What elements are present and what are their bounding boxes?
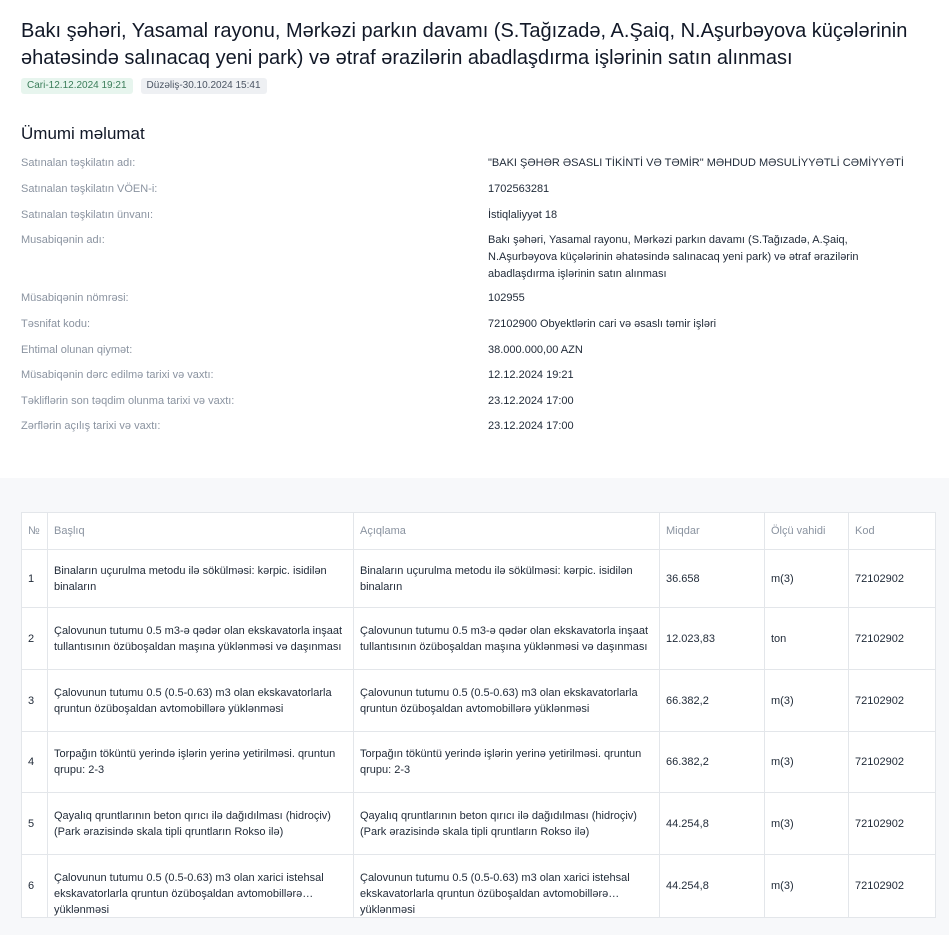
section-title-general: Ümumi məlumat [21, 124, 145, 143]
col-header-title[interactable]: Başlıq [48, 513, 354, 550]
info-row-address [21, 207, 931, 232]
info-label: Müsabiqənin nömrəsi: [21, 292, 129, 304]
info-row-organization [21, 155, 931, 181]
cell-number: 1 [22, 550, 48, 608]
cell-number: 4 [22, 732, 48, 793]
table-row[interactable] [22, 732, 936, 793]
info-row-publish-date [21, 367, 931, 393]
cell-quantity: 44.254,8 [660, 793, 765, 855]
table-row[interactable] [22, 670, 936, 732]
cell-quantity: 66.382,2 [660, 670, 765, 732]
cell-description-text: Çalovunun tutumu 0.5 (0.5-0.63) m3 olan ekskavatorlarla qruntun özüboşaldan avtomobillərə yüklənməsi [360, 686, 638, 715]
cell-code: 72102902 [849, 793, 936, 855]
cell-description [354, 732, 660, 793]
cell-title [48, 550, 354, 608]
cell-title [48, 732, 354, 793]
col-header-quantity[interactable]: Miqdar [660, 513, 765, 550]
cell-unit: m(3) [765, 550, 849, 608]
info-value: 102955 [488, 292, 525, 304]
current-date-badge: Cari-12.12.2024 19:21 [21, 78, 133, 94]
cell-quantity: 66.382,2 [660, 732, 765, 793]
table-row[interactable] [22, 608, 936, 670]
table-row[interactable] [22, 793, 936, 855]
cell-code: 72102902 [849, 608, 936, 670]
info-label: Təkliflərin son təqdim olunma tarixi və vaxtı: [21, 395, 235, 407]
info-row-classification [21, 316, 931, 342]
table-header-row [22, 513, 936, 550]
cell-title-text: Çalovunun tutumu 0.5 (0.5-0.63) m3 olan ekskavatorlarla qruntun özüboşaldan avtomobillərə yüklənməsi [54, 686, 332, 715]
cell-number: 6 [22, 855, 48, 918]
cell-description [354, 550, 660, 608]
cell-title-text: Binaların uçurulma metodu ilə sökülməsi: kərpic. isidilən binaların [54, 564, 327, 593]
cell-title-text: Qayalıq qruntlarının beton qırıcı ilə dağıdılması (hidroçiv) (Park ərazisində skala tipli qruntların Rokso ilə) [54, 809, 331, 838]
cell-title [48, 670, 354, 732]
date-badges [21, 78, 267, 94]
info-label: Satınalan təşkilatın adı: [21, 157, 136, 169]
cell-code: 72102902 [849, 550, 936, 608]
page-title: Bakı şəhəri, Yasamal rayonu, Mərkəzi parkın davamı (S.Tağızadə, A.Şaiq, N.Aşurbəyova küçələrinin əhatəsində salınacaq yeni park) və ətraf ərazilərin abadlaşdırma işlərinin satın alınması [21, 20, 908, 69]
info-label: Müsabiqənin dərc edilmə tarixi və vaxtı: [21, 369, 214, 381]
general-info-list [21, 155, 931, 443]
info-label: Ehtimal olunan qiymət: [21, 344, 133, 356]
cell-code: 72102902 [849, 732, 936, 793]
items-table [21, 512, 936, 918]
cell-description [354, 793, 660, 855]
info-row-tax-id [21, 181, 931, 207]
cell-quantity: 44.254,8 [660, 855, 765, 918]
info-label: Musabiqənin adı: [21, 234, 105, 246]
info-row-tender-number [21, 290, 931, 316]
info-row-deadline [21, 393, 931, 418]
info-value: 72102900 Obyektlərin cari və əsaslı təmir işləri [488, 318, 717, 330]
info-value: Bakı şəhəri, Yasamal rayonu, Mərkəzi parkın davamı (S.Tağızadə, A.Şaiq, N.Aşurbəyova küçələrinin əhatəsində salınacaq yeni park) və ətraf ərazilərin abadlaşdırma işlərinin satın alınması [488, 234, 859, 280]
cell-number: 2 [22, 608, 48, 670]
items-section [0, 478, 949, 935]
cell-description-text: Çalovunun tutumu 0.5 (0.5-0.63) m3 olan xarici istehsal ekskavatorlarla qruntun özüboşaldan avtomobillərə yüklənməsi [360, 872, 630, 916]
info-label: Satınalan təşkilatın VÖEN-i: [21, 183, 158, 195]
cell-unit: m(3) [765, 855, 849, 918]
info-value: 38.000.000,00 AZN [488, 344, 583, 356]
cell-code: 72102902 [849, 670, 936, 732]
cell-description-text: Torpağın töküntü yerində işlərin yerinə yetirilməsi. qruntun qrupu: 2-3 [360, 748, 642, 776]
cell-description-text: Qayalıq qruntlarının beton qırıcı ilə dağıdılması (hidroçiv) (Park ərazisində skala tipli qruntların Rokso ilə) [360, 809, 637, 838]
cell-title-text: Çalovunun tutumu 0.5 m3-ə qədər olan ekskavatorla inşaat tullantısının özüboşaldan maşına yüklənməsi və daşınması [54, 624, 343, 653]
info-value: 23.12.2024 17:00 [488, 395, 574, 407]
cell-title [48, 855, 354, 918]
info-row-tender-name [21, 232, 931, 290]
table-row[interactable] [22, 855, 936, 918]
cell-description [354, 855, 660, 918]
cell-number: 3 [22, 670, 48, 732]
info-label: Təsnifat kodu: [21, 318, 91, 330]
cell-unit: ton [765, 608, 849, 670]
cell-quantity: 36.658 [660, 550, 765, 608]
cell-description-text: Binaların uçurulma metodu ilə sökülməsi: kərpic. isidilən binaların [360, 564, 633, 593]
cell-title-text: Çalovunun tutumu 0.5 (0.5-0.63) m3 olan xarici istehsal ekskavatorlarla qruntun özüboşaldan avtomobillərə yüklənməsi [54, 872, 324, 916]
cell-number: 5 [22, 793, 48, 855]
cell-code: 72102902 [849, 855, 936, 918]
info-row-opening-date [21, 418, 931, 443]
cell-title [48, 608, 354, 670]
info-value: 12.12.2024 19:21 [488, 369, 574, 381]
col-header-unit[interactable]: Ölçü vahidi [765, 513, 849, 550]
cell-description [354, 608, 660, 670]
edit-date-badge: Düzəliş-30.10.2024 15:41 [141, 78, 267, 94]
info-value: 1702563281 [488, 183, 550, 195]
cell-description-text: Çalovunun tutumu 0.5 m3-ə qədər olan ekskavatorla inşaat tullantısının özüboşaldan maşına yüklənməsi və daşınması [360, 624, 649, 653]
col-header-code[interactable]: Kod [849, 513, 936, 550]
info-label: Satınalan təşkilatın ünvanı: [21, 209, 154, 221]
info-value: İstiqlaliyyət 18 [488, 209, 558, 221]
cell-quantity: 12.023,83 [660, 608, 765, 670]
cell-description [354, 670, 660, 732]
info-value: 23.12.2024 17:00 [488, 420, 574, 432]
col-header-description[interactable]: Açıqlama [354, 513, 660, 550]
col-header-number[interactable]: № [22, 513, 48, 550]
info-label: Zərflərin açılış tarixi və vaxtı: [21, 420, 161, 432]
cell-unit: m(3) [765, 793, 849, 855]
cell-unit: m(3) [765, 670, 849, 732]
table-row[interactable] [22, 550, 936, 608]
cell-unit: m(3) [765, 732, 849, 793]
info-row-estimated-price [21, 342, 931, 367]
cell-title-text: Torpağın töküntü yerində işlərin yerinə yetirilməsi. qruntun qrupu: 2-3 [54, 748, 336, 776]
info-value: "BAKI ŞƏHƏR ƏSASLI TİKİNTİ VƏ TƏMİR" MƏHDUD MƏSULİYYƏTLİ CƏMİYYƏTİ [488, 157, 904, 169]
cell-title [48, 793, 354, 855]
